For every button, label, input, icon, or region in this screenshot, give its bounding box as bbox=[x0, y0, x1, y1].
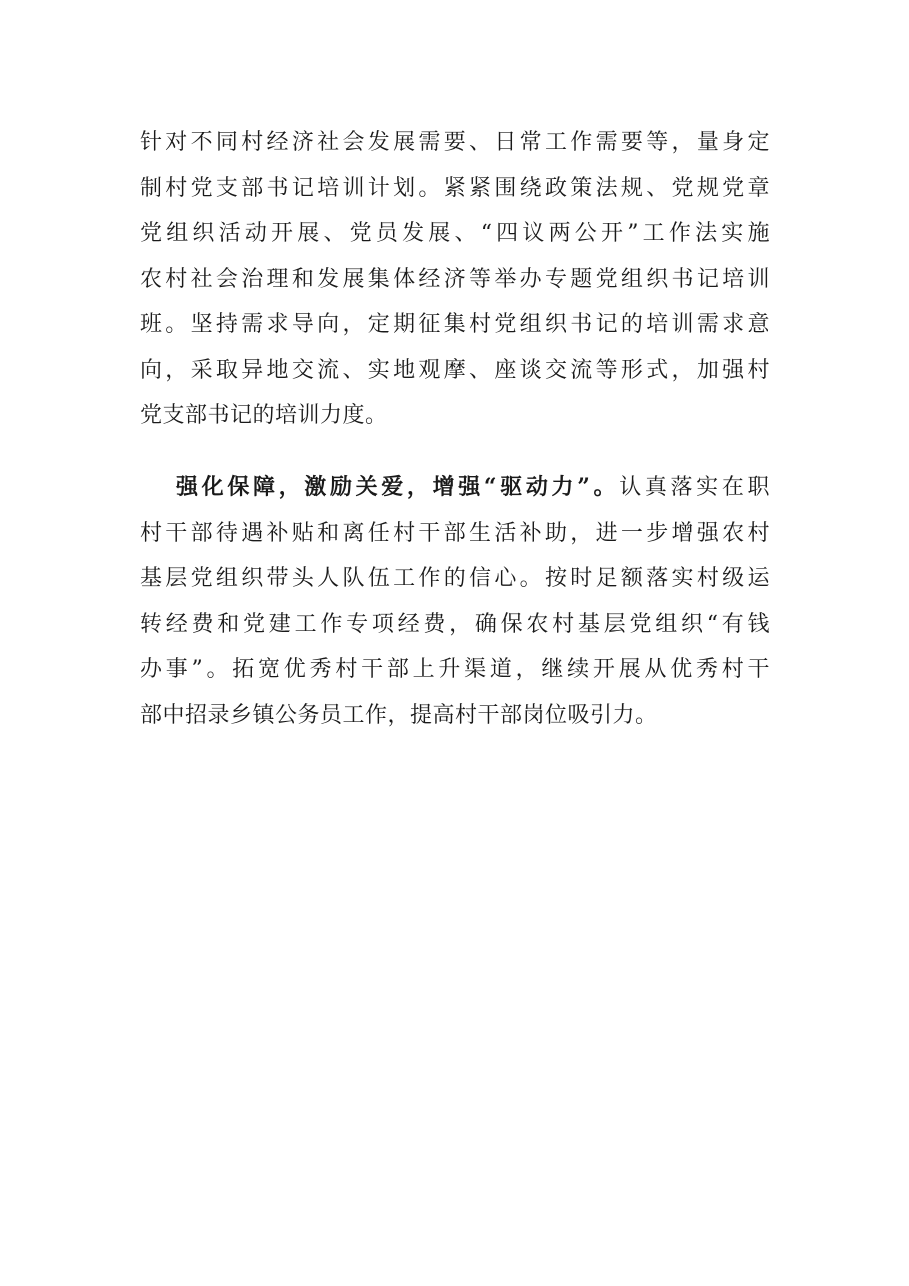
paragraph-heading: 强化保障，激励关爱，增强“驱动力”。 bbox=[176, 474, 620, 500]
paragraph-line: 基层党组织带头人队伍工作的信心。按时足额落实村级运 bbox=[140, 566, 770, 591]
paragraph-line: 部中招录乡镇公务员工作，提高村干部岗位吸引力。 bbox=[140, 702, 658, 728]
paragraph-line: 党支部书记的培训力度。 bbox=[140, 403, 388, 428]
paragraph-line: 制村党支部书记培训计划。紧紧围绕政策法规、党规党章 bbox=[140, 175, 770, 201]
paragraph-line: 向，采取异地交流、实地观摩、座谈交流等形式，加强村 bbox=[140, 357, 770, 383]
paragraph-line: 班。坚持需求导向，定期征集村党组织书记的培训需求意 bbox=[140, 312, 770, 337]
paragraph-line: 党组织活动开展、党员发展、“四议两公开”工作法实施 bbox=[140, 221, 770, 246]
paragraph-first-line bbox=[140, 465, 770, 511]
paragraph-line: 村干部待遇补贴和离任村干部生活补助，进一步增强农村 bbox=[140, 520, 770, 546]
paragraph-training-plan bbox=[140, 120, 770, 439]
paragraph-line: 农村社会治理和发展集体经济等举办专题党组织书记培训 bbox=[140, 266, 770, 292]
paragraph-line: 转经费和党建工作专项经费，确保农村基层党组织“有钱 bbox=[140, 611, 770, 637]
paragraph-first-line-text: 认真落实在职 bbox=[619, 475, 770, 500]
paragraph-guarantee bbox=[140, 465, 770, 738]
paragraph-line: 办事”。拓宽优秀村干部上升渠道，继续开展从优秀村干 bbox=[140, 657, 770, 682]
paragraph-line: 针对不同村经济社会发展需要、日常工作需要等，量身定 bbox=[140, 130, 770, 155]
